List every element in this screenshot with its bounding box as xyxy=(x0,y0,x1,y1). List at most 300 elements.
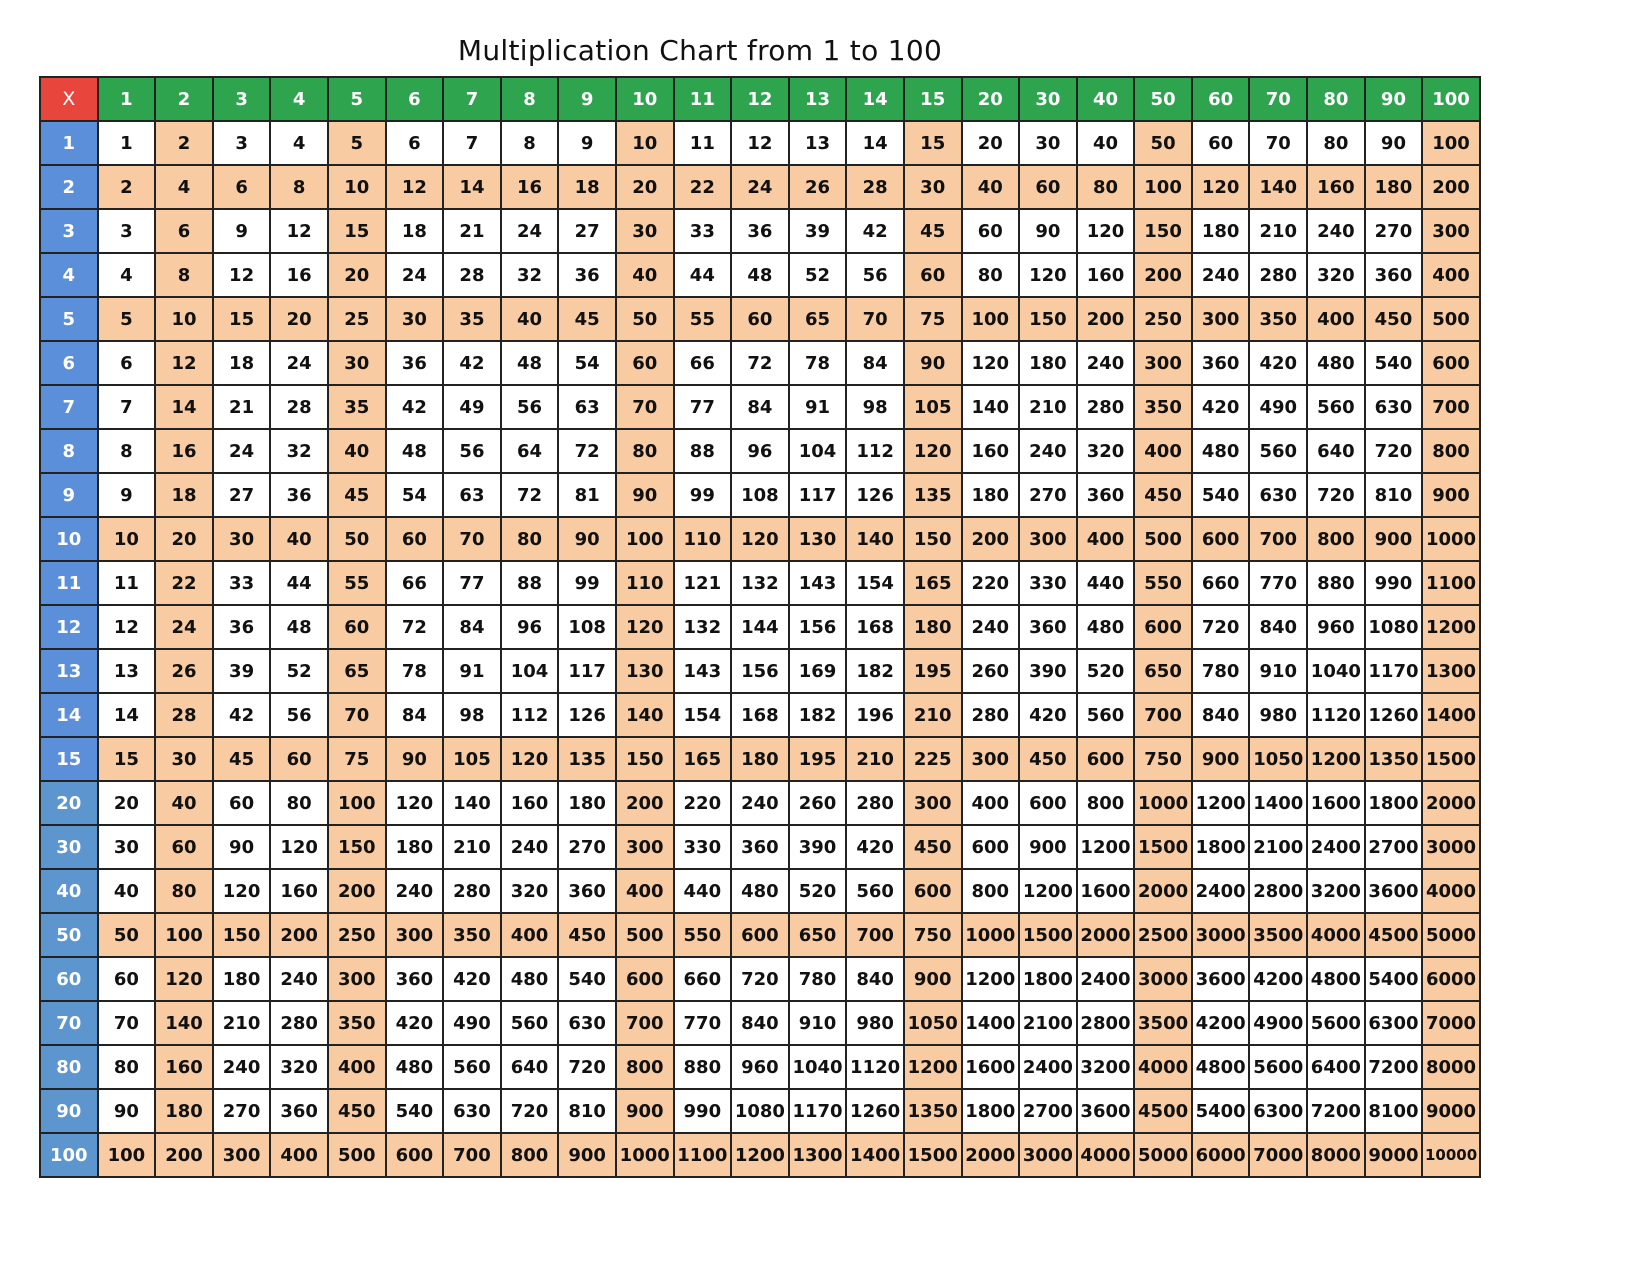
product-cell: 20 xyxy=(328,253,386,297)
product-cell: 15 xyxy=(213,297,271,341)
product-cell: 42 xyxy=(213,693,271,737)
column-header-7: 7 xyxy=(443,77,501,121)
product-cell: 300 xyxy=(904,781,962,825)
product-cell: 45 xyxy=(904,209,962,253)
product-cell: 1350 xyxy=(1365,737,1423,781)
product-cell: 450 xyxy=(1365,297,1423,341)
product-cell: 280 xyxy=(1249,253,1307,297)
product-cell: 440 xyxy=(674,869,732,913)
product-cell: 240 xyxy=(270,957,328,1001)
product-cell: 6400 xyxy=(1307,1045,1365,1089)
row-header-9: 9 xyxy=(40,473,98,517)
product-cell: 650 xyxy=(1134,649,1192,693)
product-cell: 90 xyxy=(1365,121,1423,165)
product-cell: 1200 xyxy=(1192,781,1250,825)
product-cell: 450 xyxy=(558,913,616,957)
product-cell: 168 xyxy=(731,693,789,737)
product-cell: 60 xyxy=(731,297,789,341)
column-header-14: 14 xyxy=(846,77,904,121)
product-cell: 3000 xyxy=(1422,825,1480,869)
product-cell: 18 xyxy=(558,165,616,209)
column-header-5: 5 xyxy=(328,77,386,121)
product-cell: 420 xyxy=(1192,385,1250,429)
product-cell: 220 xyxy=(674,781,732,825)
row-header-90: 90 xyxy=(40,1089,98,1133)
product-cell: 36 xyxy=(270,473,328,517)
product-cell: 1120 xyxy=(1307,693,1365,737)
product-cell: 450 xyxy=(328,1089,386,1133)
product-cell: 1800 xyxy=(962,1089,1020,1133)
product-cell: 3200 xyxy=(1307,869,1365,913)
product-cell: 90 xyxy=(386,737,444,781)
product-cell: 24 xyxy=(731,165,789,209)
product-cell: 270 xyxy=(213,1089,271,1133)
product-cell: 120 xyxy=(904,429,962,473)
product-cell: 400 xyxy=(270,1133,328,1177)
table-row xyxy=(40,869,1480,913)
product-cell: 320 xyxy=(1307,253,1365,297)
product-cell: 65 xyxy=(789,297,847,341)
product-cell: 105 xyxy=(904,385,962,429)
product-cell: 112 xyxy=(846,429,904,473)
product-cell: 24 xyxy=(213,429,271,473)
product-cell: 12 xyxy=(155,341,213,385)
product-cell: 5600 xyxy=(1249,1045,1307,1089)
row-header-1: 1 xyxy=(40,121,98,165)
product-cell: 52 xyxy=(789,253,847,297)
product-cell: 90 xyxy=(213,825,271,869)
product-cell: 5000 xyxy=(1134,1133,1192,1177)
product-cell: 126 xyxy=(846,473,904,517)
product-cell: 16 xyxy=(270,253,328,297)
product-cell: 40 xyxy=(98,869,156,913)
product-cell: 143 xyxy=(789,561,847,605)
product-cell: 56 xyxy=(501,385,559,429)
product-cell: 540 xyxy=(1365,341,1423,385)
product-cell: 6300 xyxy=(1249,1089,1307,1133)
product-cell: 270 xyxy=(558,825,616,869)
product-cell: 36 xyxy=(386,341,444,385)
row-header-5: 5 xyxy=(40,297,98,341)
product-cell: 2 xyxy=(155,121,213,165)
table-row xyxy=(40,737,1480,781)
product-cell: 210 xyxy=(1019,385,1077,429)
product-cell: 1400 xyxy=(1422,693,1480,737)
product-cell: 104 xyxy=(789,429,847,473)
row-header-11: 11 xyxy=(40,561,98,605)
product-cell: 60 xyxy=(270,737,328,781)
product-cell: 240 xyxy=(501,825,559,869)
product-cell: 180 xyxy=(731,737,789,781)
product-cell: 300 xyxy=(386,913,444,957)
column-header-80: 80 xyxy=(1307,77,1365,121)
column-header-20: 20 xyxy=(962,77,1020,121)
product-cell: 320 xyxy=(270,1045,328,1089)
product-cell: 77 xyxy=(443,561,501,605)
product-cell: 84 xyxy=(846,341,904,385)
product-cell: 240 xyxy=(1019,429,1077,473)
product-cell: 56 xyxy=(270,693,328,737)
product-cell: 800 xyxy=(501,1133,559,1177)
product-cell: 24 xyxy=(386,253,444,297)
product-cell: 4000 xyxy=(1307,913,1365,957)
product-cell: 120 xyxy=(616,605,674,649)
row-header-13: 13 xyxy=(40,649,98,693)
product-cell: 90 xyxy=(1019,209,1077,253)
product-cell: 11 xyxy=(674,121,732,165)
product-cell: 360 xyxy=(1019,605,1077,649)
product-cell: 650 xyxy=(789,913,847,957)
product-cell: 154 xyxy=(674,693,732,737)
product-cell: 20 xyxy=(962,121,1020,165)
product-cell: 900 xyxy=(558,1133,616,1177)
product-cell: 30 xyxy=(328,341,386,385)
product-cell: 360 xyxy=(386,957,444,1001)
table-row xyxy=(40,1089,1480,1133)
column-header-60: 60 xyxy=(1192,77,1250,121)
product-cell: 15 xyxy=(98,737,156,781)
product-cell: 200 xyxy=(270,913,328,957)
product-cell: 9 xyxy=(98,473,156,517)
product-cell: 3600 xyxy=(1192,957,1250,1001)
product-cell: 44 xyxy=(270,561,328,605)
product-cell: 1500 xyxy=(1422,737,1480,781)
product-cell: 480 xyxy=(1307,341,1365,385)
product-cell: 320 xyxy=(1077,429,1135,473)
product-cell: 120 xyxy=(270,825,328,869)
product-cell: 3200 xyxy=(1077,1045,1135,1089)
table-row xyxy=(40,209,1480,253)
product-cell: 180 xyxy=(213,957,271,1001)
product-cell: 91 xyxy=(789,385,847,429)
product-cell: 72 xyxy=(386,605,444,649)
product-cell: 450 xyxy=(1134,473,1192,517)
row-header-15: 15 xyxy=(40,737,98,781)
table-row xyxy=(40,473,1480,517)
product-cell: 1120 xyxy=(846,1045,904,1089)
product-cell: 80 xyxy=(962,253,1020,297)
product-cell: 400 xyxy=(1077,517,1135,561)
product-cell: 140 xyxy=(443,781,501,825)
product-cell: 20 xyxy=(270,297,328,341)
product-cell: 720 xyxy=(1365,429,1423,473)
product-cell: 50 xyxy=(98,913,156,957)
product-cell: 300 xyxy=(616,825,674,869)
product-cell: 40 xyxy=(616,253,674,297)
product-cell: 110 xyxy=(674,517,732,561)
product-cell: 420 xyxy=(386,1001,444,1045)
product-cell: 5000 xyxy=(1422,913,1480,957)
product-cell: 3000 xyxy=(1192,913,1250,957)
product-cell: 14 xyxy=(155,385,213,429)
column-header-1: 1 xyxy=(98,77,156,121)
product-cell: 200 xyxy=(328,869,386,913)
product-cell: 540 xyxy=(558,957,616,1001)
product-cell: 880 xyxy=(1307,561,1365,605)
table-row xyxy=(40,693,1480,737)
product-cell: 350 xyxy=(328,1001,386,1045)
product-cell: 120 xyxy=(962,341,1020,385)
product-cell: 1200 xyxy=(1019,869,1077,913)
product-cell: 70 xyxy=(328,693,386,737)
product-cell: 2500 xyxy=(1134,913,1192,957)
page-title: Multiplication Chart from 1 to 100 xyxy=(457,34,943,67)
product-cell: 6300 xyxy=(1365,1001,1423,1045)
product-cell: 4 xyxy=(155,165,213,209)
product-cell: 810 xyxy=(558,1089,616,1133)
product-cell: 36 xyxy=(731,209,789,253)
product-cell: 880 xyxy=(674,1045,732,1089)
product-cell: 770 xyxy=(1249,561,1307,605)
product-cell: 50 xyxy=(1134,121,1192,165)
column-header-90: 90 xyxy=(1365,77,1423,121)
product-cell: 700 xyxy=(443,1133,501,1177)
product-cell: 840 xyxy=(1192,693,1250,737)
table-row xyxy=(40,341,1480,385)
product-cell: 260 xyxy=(962,649,1020,693)
product-cell: 630 xyxy=(1365,385,1423,429)
product-cell: 55 xyxy=(674,297,732,341)
product-cell: 65 xyxy=(328,649,386,693)
product-cell: 8 xyxy=(155,253,213,297)
product-cell: 70 xyxy=(1249,121,1307,165)
product-cell: 1200 xyxy=(731,1133,789,1177)
product-cell: 84 xyxy=(386,693,444,737)
product-cell: 300 xyxy=(1019,517,1077,561)
product-cell: 63 xyxy=(443,473,501,517)
product-cell: 210 xyxy=(213,1001,271,1045)
product-cell: 3000 xyxy=(1019,1133,1077,1177)
product-cell: 1050 xyxy=(1249,737,1307,781)
product-cell: 700 xyxy=(846,913,904,957)
product-cell: 9 xyxy=(558,121,616,165)
product-cell: 4 xyxy=(98,253,156,297)
product-cell: 60 xyxy=(962,209,1020,253)
product-cell: 20 xyxy=(155,517,213,561)
product-cell: 22 xyxy=(674,165,732,209)
product-cell: 110 xyxy=(616,561,674,605)
row-header-50: 50 xyxy=(40,913,98,957)
column-header-8: 8 xyxy=(501,77,559,121)
table-row xyxy=(40,121,1480,165)
product-cell: 100 xyxy=(616,517,674,561)
product-cell: 156 xyxy=(789,605,847,649)
table-row xyxy=(40,165,1480,209)
product-cell: 350 xyxy=(443,913,501,957)
product-cell: 52 xyxy=(270,649,328,693)
product-cell: 700 xyxy=(1422,385,1480,429)
product-cell: 900 xyxy=(904,957,962,1001)
product-cell: 2800 xyxy=(1077,1001,1135,1045)
product-cell: 99 xyxy=(558,561,616,605)
product-cell: 560 xyxy=(1077,693,1135,737)
product-cell: 7200 xyxy=(1307,1089,1365,1133)
product-cell: 14 xyxy=(98,693,156,737)
product-cell: 540 xyxy=(1192,473,1250,517)
product-cell: 35 xyxy=(328,385,386,429)
product-cell: 520 xyxy=(789,869,847,913)
product-cell: 8100 xyxy=(1365,1089,1423,1133)
product-cell: 1500 xyxy=(1134,825,1192,869)
product-cell: 195 xyxy=(904,649,962,693)
product-cell: 910 xyxy=(1249,649,1307,693)
row-header-70: 70 xyxy=(40,1001,98,1045)
product-cell: 140 xyxy=(1249,165,1307,209)
product-cell: 1200 xyxy=(1307,737,1365,781)
table-row xyxy=(40,429,1480,473)
product-cell: 180 xyxy=(558,781,616,825)
product-cell: 2400 xyxy=(1077,957,1135,1001)
product-cell: 1040 xyxy=(789,1045,847,1089)
product-cell: 7200 xyxy=(1365,1045,1423,1089)
product-cell: 360 xyxy=(558,869,616,913)
product-cell: 14 xyxy=(846,121,904,165)
product-cell: 840 xyxy=(846,957,904,1001)
product-cell: 165 xyxy=(674,737,732,781)
product-cell: 66 xyxy=(386,561,444,605)
product-cell: 990 xyxy=(1365,561,1423,605)
product-cell: 75 xyxy=(904,297,962,341)
product-cell: 1080 xyxy=(1365,605,1423,649)
product-cell: 450 xyxy=(904,825,962,869)
product-cell: 1000 xyxy=(1422,517,1480,561)
product-cell: 180 xyxy=(962,473,1020,517)
product-cell: 1000 xyxy=(1134,781,1192,825)
product-cell: 1400 xyxy=(1249,781,1307,825)
product-cell: 120 xyxy=(501,737,559,781)
product-cell: 200 xyxy=(962,517,1020,561)
product-cell: 100 xyxy=(962,297,1020,341)
product-cell: 1800 xyxy=(1192,825,1250,869)
product-cell: 9000 xyxy=(1365,1133,1423,1177)
product-cell: 180 xyxy=(904,605,962,649)
product-cell: 84 xyxy=(731,385,789,429)
product-cell: 400 xyxy=(1422,253,1480,297)
product-cell: 117 xyxy=(789,473,847,517)
product-cell: 26 xyxy=(155,649,213,693)
product-cell: 560 xyxy=(1307,385,1365,429)
product-cell: 16 xyxy=(501,165,559,209)
product-cell: 2000 xyxy=(1134,869,1192,913)
product-cell: 1080 xyxy=(731,1089,789,1133)
product-cell: 550 xyxy=(674,913,732,957)
product-cell: 60 xyxy=(213,781,271,825)
product-cell: 70 xyxy=(616,385,674,429)
product-cell: 4000 xyxy=(1422,869,1480,913)
product-cell: 900 xyxy=(1019,825,1077,869)
row-header-6: 6 xyxy=(40,341,98,385)
product-cell: 18 xyxy=(213,341,271,385)
product-cell: 8 xyxy=(270,165,328,209)
product-cell: 1600 xyxy=(1307,781,1365,825)
product-cell: 28 xyxy=(846,165,904,209)
product-cell: 225 xyxy=(904,737,962,781)
table-row xyxy=(40,385,1480,429)
product-cell: 120 xyxy=(1077,209,1135,253)
table-row xyxy=(40,605,1480,649)
product-cell: 560 xyxy=(1249,429,1307,473)
product-cell: 560 xyxy=(846,869,904,913)
product-cell: 42 xyxy=(443,341,501,385)
product-cell: 6 xyxy=(386,121,444,165)
product-cell: 9000 xyxy=(1422,1089,1480,1133)
product-cell: 540 xyxy=(386,1089,444,1133)
product-cell: 160 xyxy=(501,781,559,825)
product-cell: 130 xyxy=(789,517,847,561)
product-cell: 1600 xyxy=(962,1045,1020,1089)
product-cell: 150 xyxy=(904,517,962,561)
product-cell: 165 xyxy=(904,561,962,605)
product-cell: 30 xyxy=(904,165,962,209)
product-cell: 4500 xyxy=(1365,913,1423,957)
product-cell: 90 xyxy=(558,517,616,561)
product-cell: 770 xyxy=(674,1001,732,1045)
table-row xyxy=(40,781,1480,825)
product-cell: 4200 xyxy=(1249,957,1307,1001)
product-cell: 280 xyxy=(962,693,1020,737)
product-cell: 600 xyxy=(1134,605,1192,649)
product-cell: 30 xyxy=(1019,121,1077,165)
row-header-30: 30 xyxy=(40,825,98,869)
product-cell: 28 xyxy=(155,693,213,737)
product-cell: 156 xyxy=(731,649,789,693)
product-cell: 300 xyxy=(1134,341,1192,385)
product-cell: 300 xyxy=(1192,297,1250,341)
product-cell: 1500 xyxy=(1019,913,1077,957)
product-cell: 1800 xyxy=(1365,781,1423,825)
table-row xyxy=(40,825,1480,869)
product-cell: 12 xyxy=(386,165,444,209)
product-cell: 750 xyxy=(1134,737,1192,781)
table-row xyxy=(40,297,1480,341)
product-cell: 780 xyxy=(789,957,847,1001)
product-cell: 14 xyxy=(443,165,501,209)
product-cell: 16 xyxy=(155,429,213,473)
product-cell: 180 xyxy=(1192,209,1250,253)
product-cell: 160 xyxy=(962,429,1020,473)
product-cell: 80 xyxy=(270,781,328,825)
column-header-3: 3 xyxy=(213,77,271,121)
row-header-12: 12 xyxy=(40,605,98,649)
product-cell: 2 xyxy=(98,165,156,209)
product-cell: 27 xyxy=(558,209,616,253)
product-cell: 117 xyxy=(558,649,616,693)
row-header-10: 10 xyxy=(40,517,98,561)
product-cell: 440 xyxy=(1077,561,1135,605)
product-cell: 3600 xyxy=(1365,869,1423,913)
product-cell: 500 xyxy=(1422,297,1480,341)
product-cell: 330 xyxy=(1019,561,1077,605)
product-cell: 13 xyxy=(98,649,156,693)
product-cell: 600 xyxy=(386,1133,444,1177)
product-cell: 48 xyxy=(731,253,789,297)
product-cell: 70 xyxy=(98,1001,156,1045)
product-cell: 1100 xyxy=(674,1133,732,1177)
product-cell: 20 xyxy=(616,165,674,209)
column-header-10: 10 xyxy=(616,77,674,121)
product-cell: 7000 xyxy=(1249,1133,1307,1177)
product-cell: 420 xyxy=(443,957,501,1001)
product-cell: 32 xyxy=(270,429,328,473)
product-cell: 250 xyxy=(328,913,386,957)
product-cell: 90 xyxy=(98,1089,156,1133)
product-cell: 108 xyxy=(558,605,616,649)
product-cell: 99 xyxy=(674,473,732,517)
product-cell: 88 xyxy=(674,429,732,473)
product-cell: 42 xyxy=(846,209,904,253)
product-cell: 400 xyxy=(501,913,559,957)
product-cell: 140 xyxy=(616,693,674,737)
